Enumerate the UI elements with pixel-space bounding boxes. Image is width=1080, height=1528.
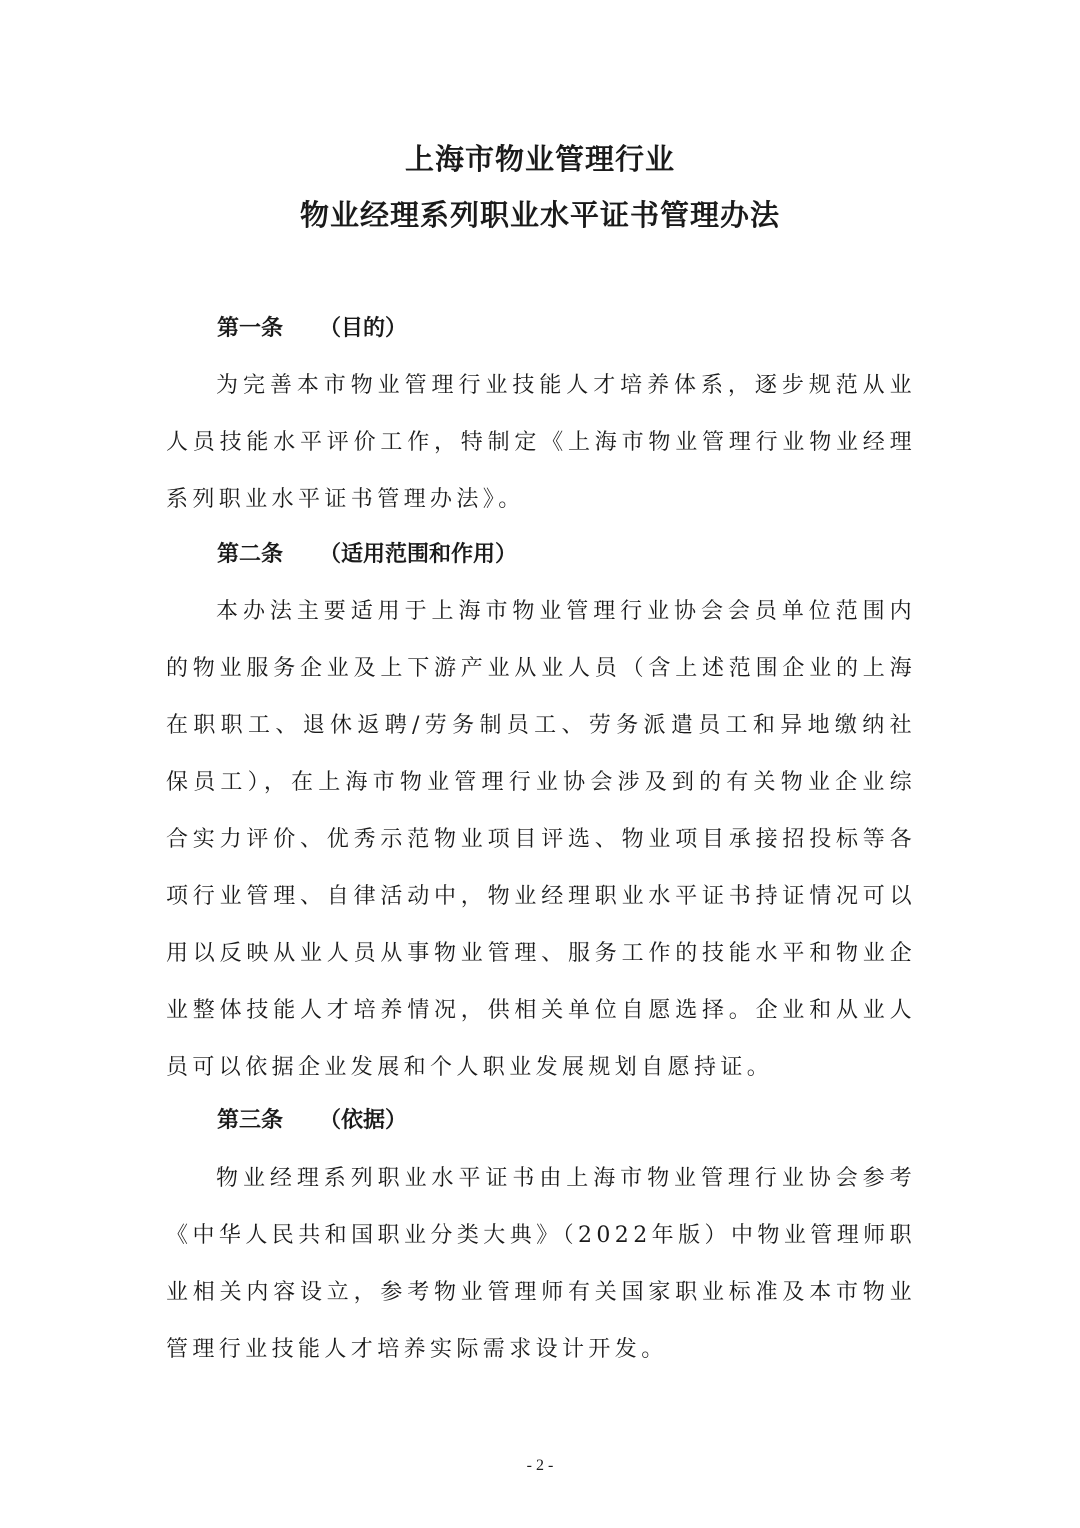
article-2-number: 第二条	[217, 542, 284, 567]
article-1-heading	[217, 311, 407, 347]
document-title-line-2: 物业经理系列职业水平证书管理办法	[299, 198, 780, 232]
article-3-number: 第三条	[217, 1108, 284, 1133]
document-title-line-1: 上海市物业管理行业	[404, 142, 675, 176]
article-2-heading	[217, 537, 517, 573]
article-2-title: （适用范围和作用）	[319, 542, 518, 567]
article-1-number: 第一条	[217, 316, 284, 341]
article-2-body: 本办法主要适用于上海市物业管理行业协会会员单位范围内的物业服务企业及上下游产业从业人员（含上述范围企业的上海在职职工、退休返聘/劳务制员工、劳务派遣员工和异地缴纳社保员工），在上海市物业管理行业协会涉及到的有关物业企业综合实力评价、优秀示范物业项目评选、物业项目承接招投标等各项行业管理、自律活动中，物业经理职业水平证书持证情况可以用以反映从业人员从事物业管理、服务工作的技能水平和物业企业整体技能人才培养情况，供相关单位自愿选择。企业和从业人员可以依据企业发展和个人职业发展规划自愿持证。	[166, 599, 916, 1080]
article-3-body: 物业经理系列职业水平证书由上海市物业管理行业协会参考《中华人民共和国职业分类大典》（2022年版）中物业管理师职业相关内容设立，参考物业管理师有关国家职业标准及本市物业管理行业技能人才培养实际需求设计开发。	[166, 1166, 916, 1362]
article-3-heading	[217, 1103, 407, 1139]
article-1-body: 为完善本市物业管理行业技能人才培养体系，逐步规范从业人员技能水平评价工作，特制定《上海市物业管理行业物业经理系列职业水平证书管理办法》。	[166, 373, 916, 512]
article-1-title: （目的）	[319, 316, 408, 341]
article-3-title: （依据）	[319, 1108, 408, 1133]
page-number: - 2 -	[526, 1457, 554, 1474]
